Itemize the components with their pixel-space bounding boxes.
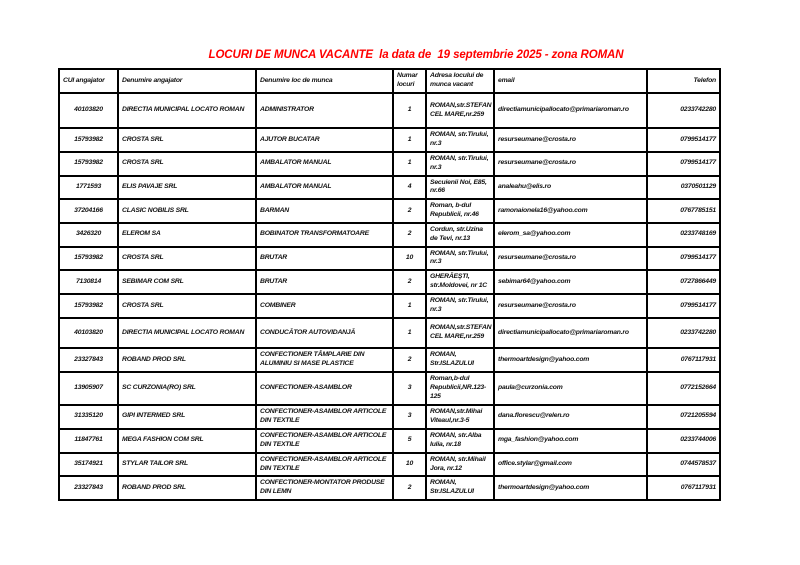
- phone-cell: 0233742280: [647, 318, 720, 348]
- positions-cell: 5: [393, 429, 426, 453]
- phone-cell: 0721205594: [647, 405, 720, 429]
- job-title-cell: BRUTAR: [256, 247, 393, 271]
- table-row: [59, 247, 720, 271]
- cui-cell: 1771593: [59, 176, 118, 200]
- job-title-cell: BARMAN: [256, 199, 393, 223]
- job-title-cell: AMBALATOR MANUAL: [256, 176, 393, 200]
- job-title-cell: CONFECTIONER TÂMPLARIE DIN ALUMINIU SI MASE PLASTICE: [256, 348, 393, 372]
- address-cell: ROMAN, str.Tirului, nr.3: [426, 294, 494, 318]
- cui-cell: 37204166: [59, 199, 118, 223]
- employer-cell: SEBIMAR COM SRL: [118, 270, 256, 294]
- cui-cell: 23327843: [59, 348, 118, 372]
- phone-cell: 0233744006: [647, 429, 720, 453]
- positions-cell: 1: [393, 128, 426, 152]
- positions-cell: 2: [393, 476, 426, 500]
- table-row: [59, 199, 720, 223]
- cui-cell: 11847761: [59, 429, 118, 453]
- employer-cell: CROSTA SRL: [118, 294, 256, 318]
- cui-cell: 40103820: [59, 318, 118, 348]
- email-cell: dana.florescu@relen.ro: [494, 405, 647, 429]
- employer-cell: ELEROM SA: [118, 223, 256, 247]
- job-title-cell: BOBINATOR TRANSFORMATOARE: [256, 223, 393, 247]
- positions-cell: 1: [393, 294, 426, 318]
- address-cell: ROMAN, str.Alba Iulia, nr.18: [426, 429, 494, 453]
- table-row: [59, 270, 720, 294]
- vacancies-table: [58, 68, 721, 501]
- positions-cell: 4: [393, 176, 426, 200]
- table-row: [59, 348, 720, 372]
- address-cell: ROMAN, Str.ISLAZULUI: [426, 348, 494, 372]
- job-title-cell: COMBINER: [256, 294, 393, 318]
- positions-cell: 10: [393, 247, 426, 271]
- positions-cell: 1: [393, 152, 426, 176]
- cui-cell: 15793982: [59, 128, 118, 152]
- email-cell: thermoartdesign@yahoo.com: [494, 476, 647, 500]
- employer-cell: STYLAR TAILOR SRL: [118, 453, 256, 477]
- table-row: [59, 223, 720, 247]
- email-cell: analeahu@elis.ro: [494, 176, 647, 200]
- table-row: [59, 318, 720, 348]
- address-cell: ROMAN,str.Mihai Viteaul,nr.3-5: [426, 405, 494, 429]
- header-cui: CUI angajator: [59, 69, 118, 93]
- table-row: [59, 176, 720, 200]
- page-title: LOCURI DE MUNCA VACANTE la data de 19 septembrie 2025 - zona ROMAN: [208, 49, 624, 61]
- email-cell: elerom_sa@yahoo.com: [494, 223, 647, 247]
- employer-cell: DIRECTIA MUNICIPAL LOCATO ROMAN: [118, 93, 256, 128]
- cui-cell: 40103820: [59, 93, 118, 128]
- table-row: [59, 453, 720, 477]
- table-row: [59, 429, 720, 453]
- email-cell: sebimar64@yahoo.com: [494, 270, 647, 294]
- header-job: Denumire loc de munca: [256, 69, 393, 93]
- email-cell: ramonaionela16@yahoo.com: [494, 199, 647, 223]
- table-row: [59, 405, 720, 429]
- employer-cell: CROSTA SRL: [118, 128, 256, 152]
- job-title-cell: AJUTOR BUCATAR: [256, 128, 393, 152]
- positions-cell: 2: [393, 348, 426, 372]
- job-title-cell: CONFECTIONER-ASAMBLOR ARTICOLE DIN TEXTILE: [256, 405, 393, 429]
- phone-cell: 0727866449: [647, 270, 720, 294]
- header-row: [59, 69, 720, 93]
- cui-cell: 3426320: [59, 223, 118, 247]
- address-cell: ROMAN,str.STEFAN CEL MARE,nr.259: [426, 93, 494, 128]
- table-row: [59, 93, 720, 128]
- phone-cell: 0772152664: [647, 372, 720, 404]
- positions-cell: 10: [393, 453, 426, 477]
- positions-cell: 1: [393, 318, 426, 348]
- table-row: [59, 152, 720, 176]
- table-row: [59, 294, 720, 318]
- email-cell: resurseumane@crosta.ro: [494, 294, 647, 318]
- header-positions: Numar locuri: [393, 69, 426, 93]
- employer-cell: CLASIC NOBILIS SRL: [118, 199, 256, 223]
- job-title-cell: CONFECTIONER-ASAMBLOR ARTICOLE DIN TEXTILE: [256, 429, 393, 453]
- positions-cell: 2: [393, 199, 426, 223]
- phone-cell: 0744578537: [647, 453, 720, 477]
- employer-cell: ROBAND PROD SRL: [118, 476, 256, 500]
- table-row: [59, 476, 720, 500]
- email-cell: resurseumane@crosta.ro: [494, 247, 647, 271]
- email-cell: thermoartdesign@yahoo.com: [494, 348, 647, 372]
- cui-cell: 13905907: [59, 372, 118, 404]
- cui-cell: 15793982: [59, 294, 118, 318]
- job-title-cell: CONFECTIONER-MONTATOR PRODUSE DIN LEMN: [256, 476, 393, 500]
- header-employer: Denumire angajator: [118, 69, 256, 93]
- phone-cell: 0799514177: [647, 152, 720, 176]
- email-cell: directiamunicipallocato@primariaroman.ro: [494, 318, 647, 348]
- email-cell: resurseumane@crosta.ro: [494, 128, 647, 152]
- phone-cell: 0767785151: [647, 199, 720, 223]
- phone-cell: 0799514177: [647, 247, 720, 271]
- cui-cell: 15793982: [59, 152, 118, 176]
- cui-cell: 7130814: [59, 270, 118, 294]
- job-title-cell: ADMINISTRATOR: [256, 93, 393, 128]
- positions-cell: 3: [393, 372, 426, 404]
- email-cell: resurseumane@crosta.ro: [494, 152, 647, 176]
- address-cell: Secuienii Noi, E85, nr.66: [426, 176, 494, 200]
- cui-cell: 31335120: [59, 405, 118, 429]
- address-cell: Cordun, str.Uzina de Tevi, nr.13: [426, 223, 494, 247]
- positions-cell: 1: [393, 93, 426, 128]
- employer-cell: ROBAND PROD SRL: [118, 348, 256, 372]
- address-cell: ROMAN, str.Tirului, nr.3: [426, 152, 494, 176]
- header-address: Adresa locului de munca vacant: [426, 69, 494, 93]
- table-row: [59, 128, 720, 152]
- job-title-cell: CONFECTIONER-ASAMBLOR: [256, 372, 393, 404]
- phone-cell: 0233748169: [647, 223, 720, 247]
- email-cell: mga_fashion@yahoo.com: [494, 429, 647, 453]
- employer-cell: ELIS PAVAJE SRL: [118, 176, 256, 200]
- address-cell: ROMAN, str.Tirului, nr.3: [426, 247, 494, 271]
- positions-cell: 3: [393, 405, 426, 429]
- address-cell: ROMAN, str.Tirului, nr.3: [426, 128, 494, 152]
- address-cell: Roman, b-dul Republicii, nr.46: [426, 199, 494, 223]
- email-cell: office.stylar@gmail.com: [494, 453, 647, 477]
- address-cell: ROMAN, Str.ISLAZULUI: [426, 476, 494, 500]
- table-body: [59, 93, 720, 500]
- phone-cell: 0767117931: [647, 348, 720, 372]
- address-cell: ROMAN, str.Mihail Jora, nr.12: [426, 453, 494, 477]
- phone-cell: 0233742280: [647, 93, 720, 128]
- phone-cell: 0799514177: [647, 294, 720, 318]
- employer-cell: SC CURZONIA(RO) SRL: [118, 372, 256, 404]
- positions-cell: 2: [393, 270, 426, 294]
- job-title-cell: CONFECTIONER-ASAMBLOR ARTICOLE DIN TEXTILE: [256, 453, 393, 477]
- employer-cell: CROSTA SRL: [118, 247, 256, 271]
- cui-cell: 35174921: [59, 453, 118, 477]
- phone-cell: 0370501129: [647, 176, 720, 200]
- email-cell: directiamunicipallocato@primariaroman.ro: [494, 93, 647, 128]
- address-cell: GHERĂEŞTI, str.Moldovei, nr 1C: [426, 270, 494, 294]
- job-title-cell: AMBALATOR MANUAL: [256, 152, 393, 176]
- job-title-cell: BRUTAR: [256, 270, 393, 294]
- table-row: [59, 372, 720, 404]
- header-phone: Telefon: [647, 69, 720, 93]
- address-cell: Roman,b-dul Republicii,NR.123-125: [426, 372, 494, 404]
- phone-cell: 0799514177: [647, 128, 720, 152]
- employer-cell: GIPI INTERMED SRL: [118, 405, 256, 429]
- phone-cell: 0767117931: [647, 476, 720, 500]
- positions-cell: 2: [393, 223, 426, 247]
- header-email: email: [494, 69, 647, 93]
- employer-cell: MEGA FASHION COM SRL: [118, 429, 256, 453]
- address-cell: ROMAN,str.STEFAN CEL MARE,nr.259: [426, 318, 494, 348]
- email-cell: paula@curzonia.com: [494, 372, 647, 404]
- job-title-cell: CONDUCĂTOR AUTOVIDANJĂ: [256, 318, 393, 348]
- employer-cell: DIRECTIA MUNICIPAL LOCATO ROMAN: [118, 318, 256, 348]
- employer-cell: CROSTA SRL: [118, 152, 256, 176]
- cui-cell: 23327843: [59, 476, 118, 500]
- cui-cell: 15793982: [59, 247, 118, 271]
